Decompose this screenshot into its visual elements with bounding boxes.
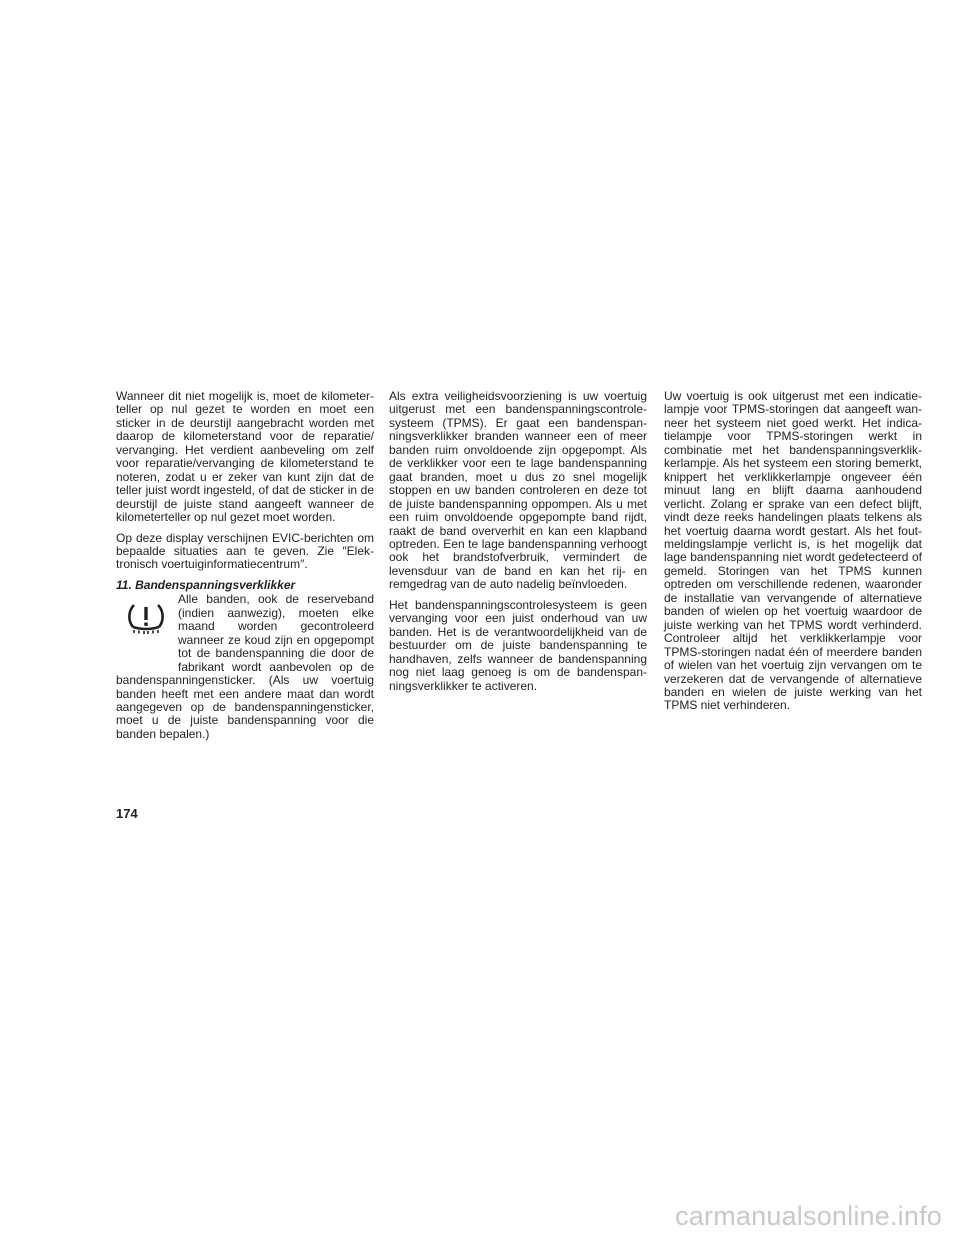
text-column-2 [389,390,647,700]
text-column-3 [664,390,922,720]
tire-pressure-warning-icon [116,593,178,673]
text-column-1 [116,390,374,748]
paragraph-tpms-malfunction: Uw voertuig is ook uitgerust met een indicatielampje voor TPMS-storingen dat aangeeft wanneer het systeem niet goed werkt. Het indicatielampje voor TPMS-storingen werkt in combinatie met het bandenspanningsverklikkerlampje. Als het systeem een storing bemerkt, knippert het verklikkerlampje ongeveer één minuut lang en blijft daarna aanhoudend verlicht. Zolang er sprake van een defect blijft, vindt deze reeks handelingen plaats telkens als het voertuig daarna wordt gestart. Als het foutmeldingslampje verlicht is, is het mogelijk dat lage bandenspanning niet wordt gedetecteerd of gemeld. Storingen van het TPMS kunnen optreden om verschillende redenen, waaronder de installatie van vervangende of alternatieve banden of wielen op het voertuig waardoor de juiste werking van het TPMS wordt verhinderd. Controleer altijd het verklikkerlampje voor TPMS-storingen nadat één of meerdere banden of wielen van het voertuig zijn vervangen om te verzekeren dat de vervangende of alternatieve banden en wielen de juiste werking van het TPMS niet verhinderen. [664,389,922,713]
page-number: 174 [116,806,138,821]
paragraph-tire-check: Alle banden, ook de reserveband (indien aanwezig), moeten elke maand worden gecontroleerd wanneer ze koud zijn en opgepompt tot de bandenspanning die door de fabrikant wordt aanbevolen op de bandenspanningensticker. (Als uw voertuig banden heeft met een andere maat dan wordt aangegeven op de bandenspanningensticker, moet u de juiste bandenspanning voor die banden bepalen.) [116,592,374,741]
paragraph-evic: Op deze display verschijnen EVIC-berichten om bepaalde situaties aan te geven. Zie ″Elektronisch voertuiginformatiecentrum″. [116,530,374,572]
paragraph-odometer: Wanneer dit niet mogelijk is, moet de kilometerteller op nul gezet te worden en moet een sticker in de deurstijl aangebracht worden met daarop de kilometerstand voor de reparatie/ vervanging. Het verdient aanbeveling om zelf voor reparatie/vervanging de kilometerstand te noteren, zodat u er zeker van kunt zijn dat de teller juist wordt ingesteld, of dat de sticker in de deurstijl de juiste stand aangeeft wanneer de kilometerteller op nul gezet moet worden. [116,389,374,525]
section-heading: 11. Bandenspanningsverklikker [116,577,296,592]
watermark[interactable]: carmanualsonline.info [675,1201,942,1231]
paragraph-tpms-maintenance: Het bandenspanningscontrolesysteem is geen vervanging voor een juist onderhoud van uw banden. Het is de verantwoordelijkheid van de bestuurder om de juiste bandenspanning te handhaven, zelfs wanneer de bandenspanning nog niet laag genoeg is om de bandenspanningsverklikker te activeren. [389,597,647,693]
paragraph-tpms-intro: Als extra veiligheidsvoorziening is uw voertuig uitgerust met een bandenspanningscontrolesysteem (TPMS). Er gaat een bandenspanningsverklikker branden wanneer een of meer banden ruim onvoldoende zijn opgepompt. Als de verklikker voor een te lage bandenspanning gaat branden, moet u dus zo snel mogelijk stoppen en uw banden controleren en deze tot de juiste bandenspanning oppompen. Als u met een ruim onvoldoende opgepompte band rijdt, raakt de band oververhit en kan een klapband optreden. Een te lage bandenspanning verhoogt ook het brandstofverbruik, vermindert de levensduur van de band en kan het rij- en remgedrag van de auto nadelig beïnvloeden. [389,389,647,592]
